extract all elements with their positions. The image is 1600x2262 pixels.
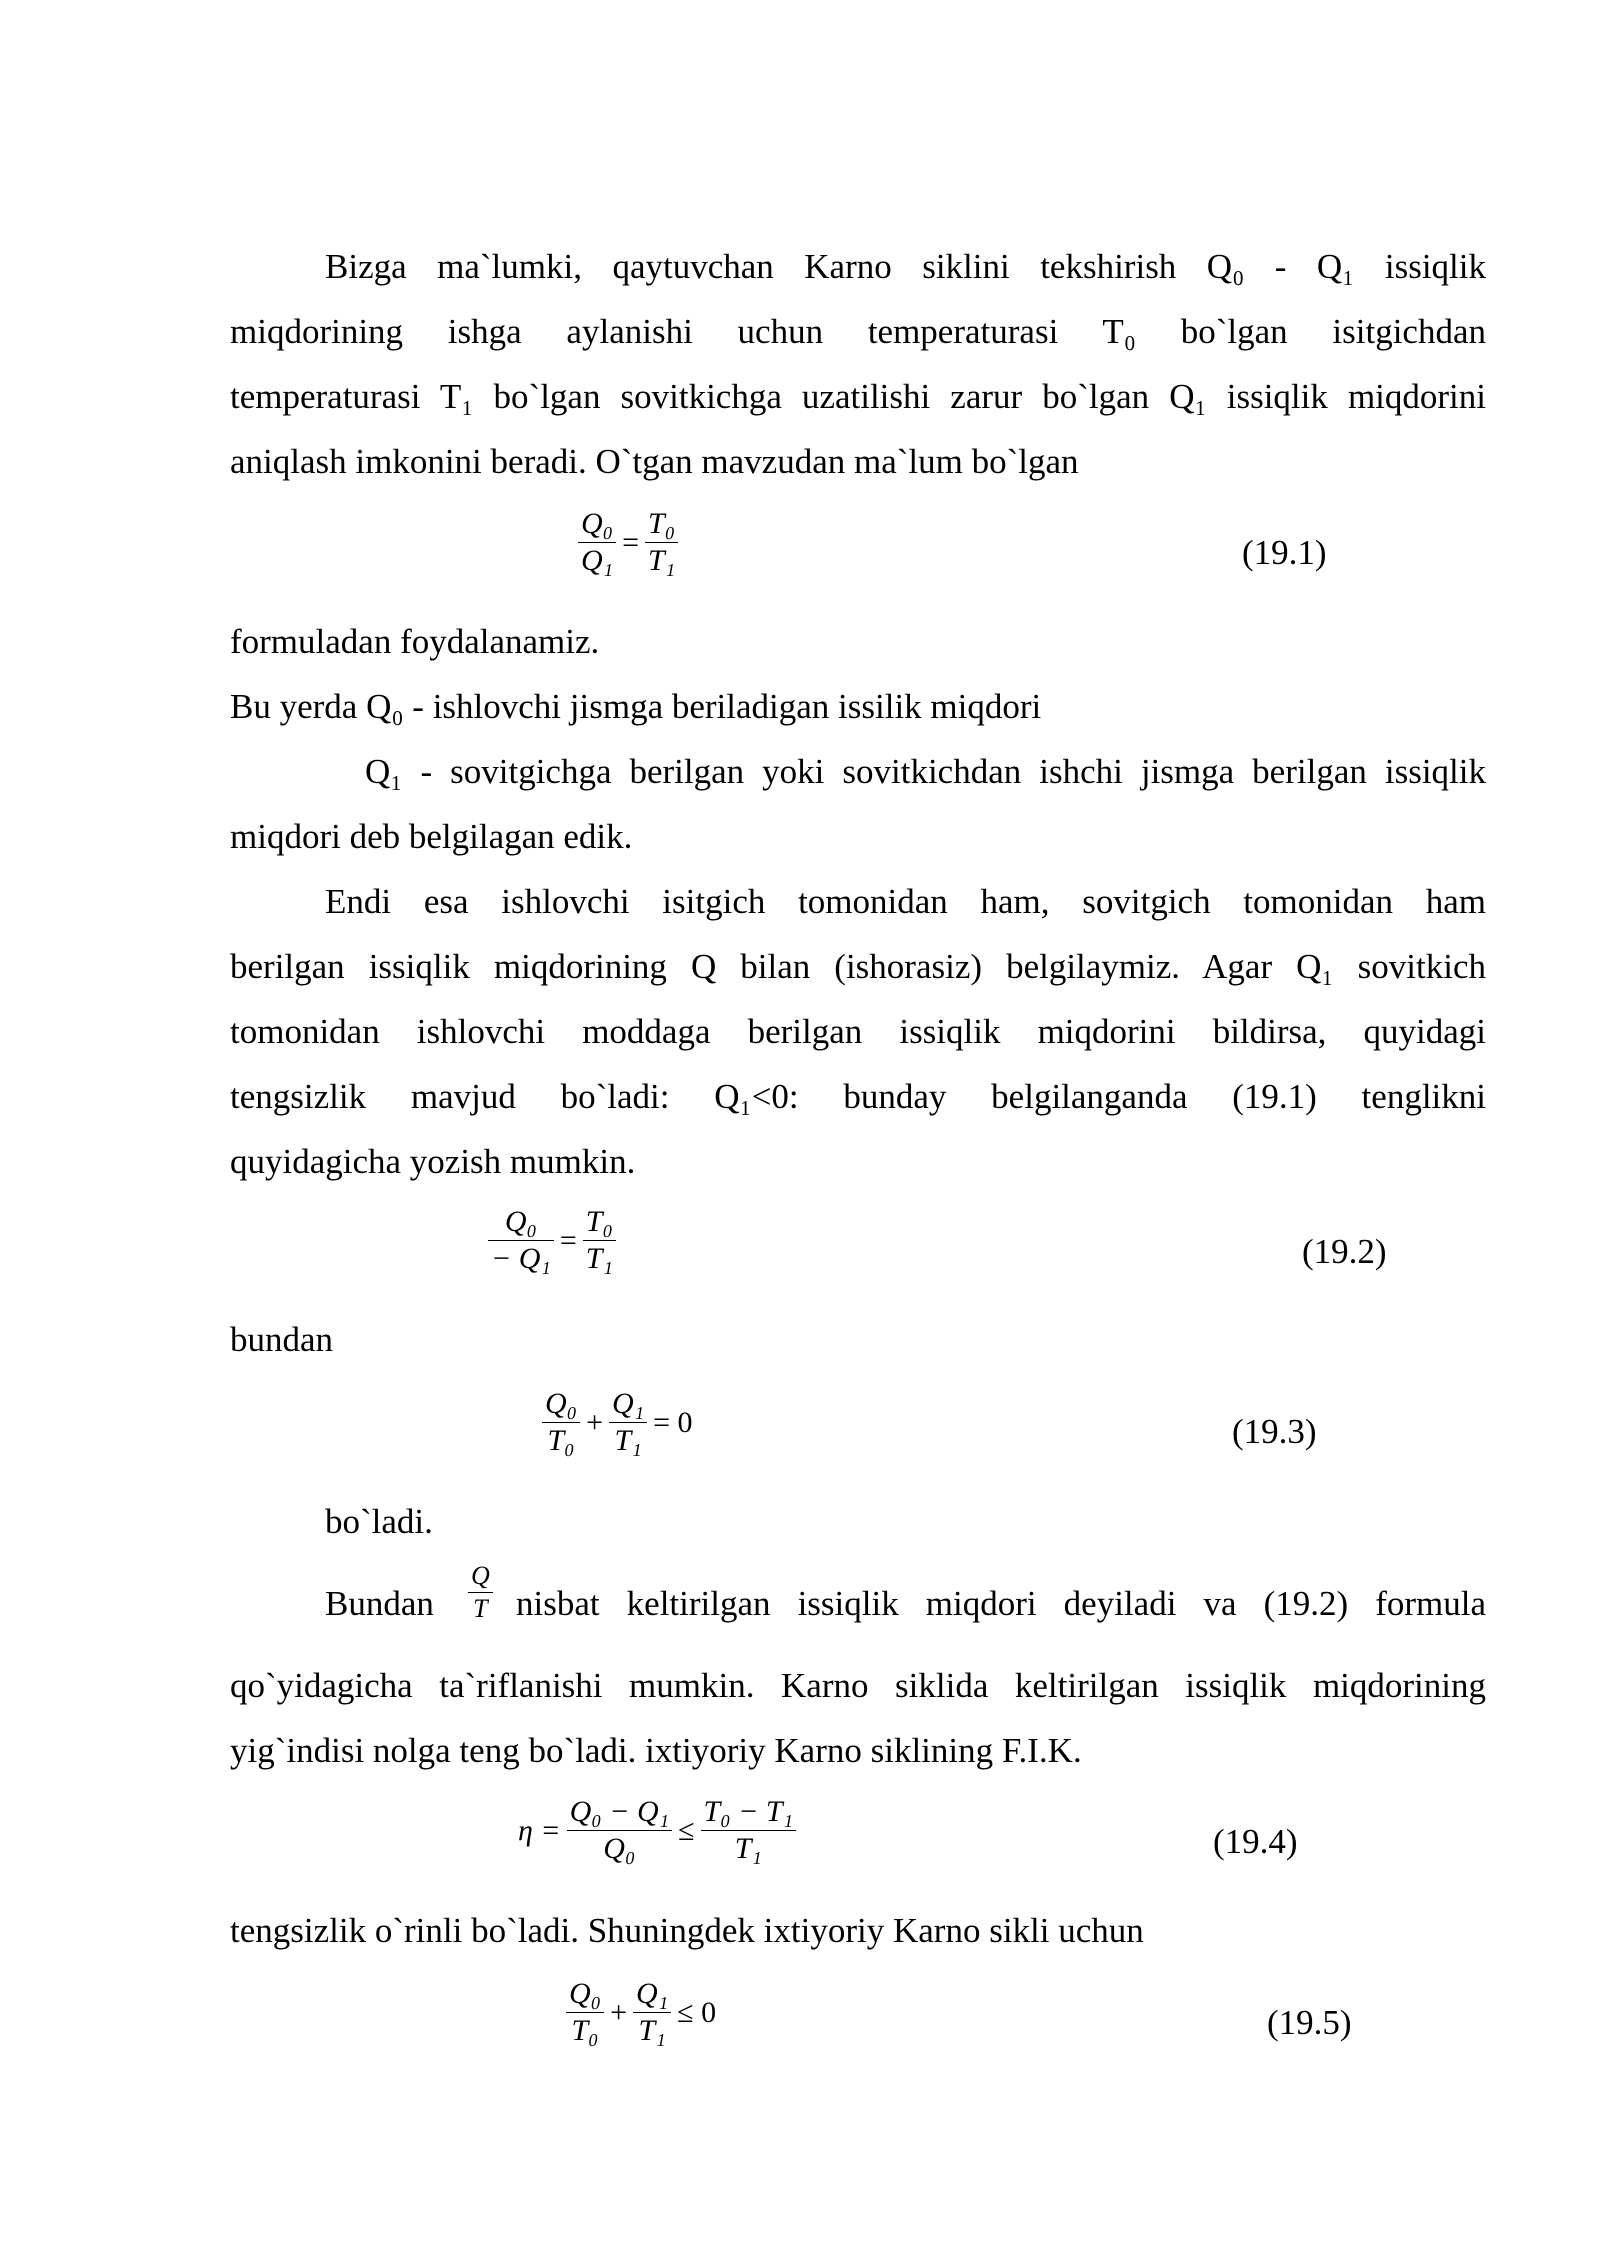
eq-19-4-b-num: T₀ − T₁ — [701, 1794, 796, 1831]
equation-number-19-1: (19.1) — [1242, 533, 1327, 572]
eq-19-4-lhs: η = — [518, 1813, 561, 1847]
eq-19-1-op: = — [622, 525, 640, 559]
eq-19-5-a-num: Q₀ — [566, 1976, 604, 2013]
paragraph-3-start: Bundan — [325, 1584, 434, 1623]
eq-19-4-b-den: T₁ — [734, 1832, 762, 1865]
after-eq-19-4: tengsizlik o`rinli bo`ladi. Shuningdek ixtiyoriy Karno sikli uchun — [230, 1911, 1144, 1950]
eq-19-3-tail: = 0 — [653, 1405, 693, 1439]
eq-19-2-rhs-num: T₀ — [583, 1204, 616, 1241]
definition-q0: Bu yerda Q₀ - ishlovchi jismga beriladigan issilik miqdori — [230, 687, 1042, 726]
paragraph-3-line-2: qo`yidagicha ta`riflanishi mumkin. Karno siklida keltirilgan issiqlik miqdorining — [230, 1666, 1486, 1705]
paragraph-2-line-5: quyidagicha yozish mumkin. — [230, 1142, 636, 1181]
paragraph-2-line-2: berilgan issiqlik miqdorining Q bilan (ishorasiz) belgilaymiz. Agar Q₁ sovitkich — [230, 947, 1486, 986]
equation-19-4 — [512, 1794, 796, 1867]
inline-fraction-num: Q — [468, 1560, 493, 1593]
definition-q1-line-1: Q₁ - sovitgichga berilgan yoki sovitkichdan ishchi jismga berilgan issiqlik — [365, 752, 1486, 791]
definition-q1-line-2: miqdori deb belgilagan edik. — [230, 817, 633, 856]
eq-19-3-b-num: Q₁ — [609, 1386, 647, 1423]
equation-number-19-4: (19.4) — [1213, 1822, 1298, 1861]
paragraph-2-line-1: Endi esa ishlovchi isitgich tomonidan ham, sovitgich tomonidan ham — [325, 882, 1486, 921]
equation-number-19-5: (19.5) — [1267, 2003, 1352, 2042]
eq-19-2-lhs-num: Q₀ — [488, 1204, 554, 1241]
equation-19-3 — [542, 1386, 699, 1459]
paragraph-2-line-4: tengsizlik mavjud bo`ladi: Q₁<0: bunday belgilanganda (19.1) tenglikni — [230, 1077, 1486, 1116]
paragraph-1-line-4: aniqlash imkonini beradi. O`tgan mavzudan ma`lum bo`lgan — [230, 442, 1079, 481]
equation-19-1 — [578, 506, 678, 579]
paragraph-3-line-3: yig`indisi nolga teng bo`ladi. ixtiyoriy Karno siklining F.I.K. — [230, 1731, 1082, 1770]
eq-19-3-a-den: T₀ — [547, 1424, 575, 1457]
eq-19-5-plus: + — [610, 1995, 628, 2029]
eq-19-5-a-den: T₀ — [571, 2014, 599, 2047]
boladi-text: bo`ladi. — [325, 1502, 433, 1541]
paragraph-1-line-3: temperaturasi T₁ bo`lgan sovitkichga uzatilishi zarur bo`lgan Q₁ issiqlik miqdorini — [230, 377, 1486, 416]
eq-19-3-b-den: T₁ — [614, 1424, 642, 1457]
eq-19-3-plus: + — [586, 1405, 604, 1439]
equation-number-19-2: (19.2) — [1302, 1232, 1387, 1271]
equation-19-2 — [488, 1204, 616, 1277]
eq-19-1-lhs-num: Q₀ — [578, 506, 616, 543]
eq-19-5-b-den: T₁ — [638, 2014, 666, 2047]
eq-19-5-b-num: Q₁ — [633, 1976, 671, 2013]
paragraph-1-line-2: miqdorining ishga aylanishi uchun temperaturasi T₀ bo`lgan isitgichdan — [230, 312, 1486, 351]
eq-19-4-a-num: Q₀ − Q₁ — [567, 1794, 672, 1831]
after-eq-19-1: formuladan foydalanamiz. — [230, 622, 600, 661]
eq-19-1-rhs-den: T₁ — [648, 544, 676, 577]
paragraph-1-line-1: Bizga ma`lumki, qaytuvchan Karno siklini tekshirish Q₀ - Q₁ issiqlik — [325, 247, 1486, 286]
paragraph-3-rest: nisbat keltirilgan issiqlik miqdori deyiladi va (19.2) formula — [516, 1584, 1486, 1623]
eq-19-2-lhs-den: − Q₁ — [491, 1242, 551, 1275]
eq-19-4-op: ≤ — [678, 1813, 695, 1847]
equation-19-5 — [566, 1976, 722, 2049]
eq-19-1-lhs-den: Q₁ — [581, 544, 614, 577]
eq-19-4-a-den: Q₀ — [603, 1832, 636, 1865]
eq-19-5-tail: ≤ 0 — [677, 1995, 717, 2029]
bundan-text: bundan — [230, 1320, 334, 1359]
paragraph-2-line-3: tomonidan ishlovchi moddaga berilgan issiqlik miqdorini bildirsa, quyidagi — [230, 1012, 1486, 1051]
eq-19-2-op: = — [559, 1223, 577, 1257]
eq-19-2-rhs-den: T₁ — [585, 1242, 613, 1275]
equation-number-19-3: (19.3) — [1232, 1412, 1317, 1451]
inline-fraction-den: T — [473, 1594, 488, 1623]
eq-19-1-rhs-num: T₀ — [645, 506, 678, 543]
inline-q-over-t — [468, 1560, 493, 1625]
eq-19-3-a-num: Q₀ — [542, 1386, 580, 1423]
